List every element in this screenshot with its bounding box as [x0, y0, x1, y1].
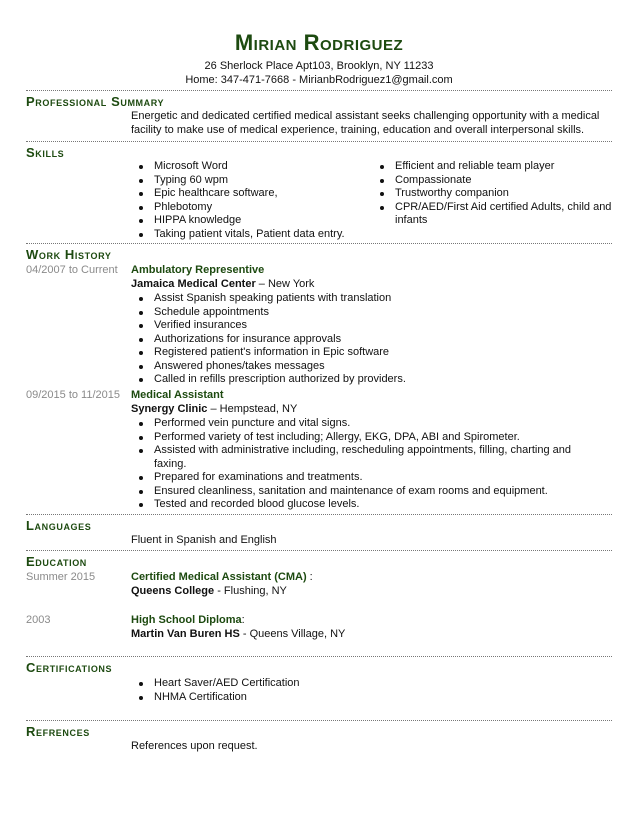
candidate-name: Mirian Rodriguez: [234, 30, 404, 55]
degree-suffix: :: [241, 614, 245, 626]
education-degree-line: [131, 614, 245, 628]
education-school-line: [131, 628, 345, 642]
job-employer-line: [131, 278, 314, 292]
list-item: Authorizations for insurance approvals: [131, 333, 601, 347]
education-date: 2003: [26, 614, 51, 626]
education-degree: Certified Medical Assistant (CMA): [131, 571, 307, 583]
education-location: - Flushing, NY: [214, 585, 287, 597]
list-item: Microsoft Word: [131, 160, 371, 174]
job-duties: [131, 292, 601, 387]
languages-text: Fluent in Spanish and English: [131, 534, 277, 546]
contact-line: Home: 347-471-7668 - MirianbRodriguez1@gmail.com: [185, 74, 453, 86]
references-text: References upon request.: [131, 740, 258, 752]
certifications-heading: Certifications: [26, 660, 113, 675]
education-school-line: [131, 585, 287, 599]
section-divider: [26, 720, 612, 721]
job-title: Medical Assistant: [131, 389, 224, 401]
skills-heading: Skills: [26, 145, 65, 160]
summary-text: Energetic and dedicated certified medical assistant seeks challenging opportunity with a medical facility to make use of medical experience, training, education and overall interpersonal skills.: [131, 110, 600, 136]
job-location: – Hempstead, NY: [207, 403, 298, 415]
list-item: Ensured cleanliness, sanitation and maintenance of exam rooms and equipment.: [131, 485, 591, 499]
job-duties: [131, 417, 591, 512]
job-employer-line: [131, 403, 297, 417]
job-title: Ambulatory Representive: [131, 264, 265, 276]
list-item: Verified insurances: [131, 319, 601, 333]
list-item: Performed variety of test including; Allergy, EKG, DPA, ABI and Spirometer.: [131, 431, 591, 445]
section-divider: [26, 550, 612, 551]
education-heading: Education: [26, 554, 87, 569]
section-divider: [26, 243, 612, 244]
languages-heading: Languages: [26, 518, 92, 533]
education-degree: High School Diploma: [131, 614, 242, 626]
list-item: Schedule appointments: [131, 306, 601, 320]
list-item: Efficient and reliable team player: [372, 160, 612, 174]
list-item: Answered phones/takes messages: [131, 360, 601, 374]
list-item: Taking patient vitals, Patient data entry.: [131, 228, 371, 242]
list-item: Compassionate: [372, 174, 612, 188]
education-date: Summer 2015: [26, 571, 96, 583]
list-item: NHMA Certification: [131, 691, 531, 705]
job-location: – New York: [255, 278, 315, 290]
certifications-list: [131, 677, 531, 704]
degree-suffix: :: [306, 571, 313, 583]
list-item: Prepared for examinations and treatments.: [131, 471, 591, 485]
job-dates: 04/2007 to Current: [26, 264, 118, 276]
list-item: Called in refills prescription authorized by providers.: [131, 373, 601, 387]
education-location: - Queens Village, NY: [239, 628, 346, 640]
job-employer: Jamaica Medical Center: [131, 278, 256, 290]
job-dates: 09/2015 to 11/2015: [26, 389, 120, 401]
skills-list-left: [131, 160, 371, 241]
section-divider: [26, 90, 612, 91]
summary-heading: Professional Summary: [26, 94, 165, 109]
education-school: Queens College: [131, 585, 215, 597]
list-item: Trustworthy companion: [372, 187, 612, 201]
list-item: Assisted with administrative including, rescheduling appointments, filling, charting and faxing.: [131, 444, 591, 471]
list-item: Phlebotomy: [131, 201, 371, 215]
work-heading: Work History: [26, 247, 112, 262]
list-item: Typing 60 wpm: [131, 174, 371, 188]
job-employer: Synergy Clinic: [131, 403, 208, 415]
list-item: Registered patient's information in Epic software: [131, 346, 601, 360]
list-item: Performed vein puncture and vital signs.: [131, 417, 591, 431]
section-divider: [26, 656, 612, 657]
education-school: Martin Van Buren HS: [131, 628, 240, 640]
section-divider: [26, 141, 612, 142]
references-heading: Refrences: [26, 724, 90, 739]
address: 26 Sherlock Place Apt103, Brooklyn, NY 11233: [204, 60, 434, 72]
list-item: CPR/AED/First Aid certified Adults, child and infants: [372, 201, 612, 228]
list-item: Epic healthcare software,: [131, 187, 371, 201]
list-item: Tested and recorded blood glucose levels.: [131, 498, 591, 512]
education-degree-line: [131, 571, 313, 585]
skills-list-right: [372, 160, 612, 228]
section-divider: [26, 514, 612, 515]
list-item: Assist Spanish speaking patients with translation: [131, 292, 601, 306]
list-item: Heart Saver/AED Certification: [131, 677, 531, 691]
list-item: HIPPA knowledge: [131, 214, 371, 228]
